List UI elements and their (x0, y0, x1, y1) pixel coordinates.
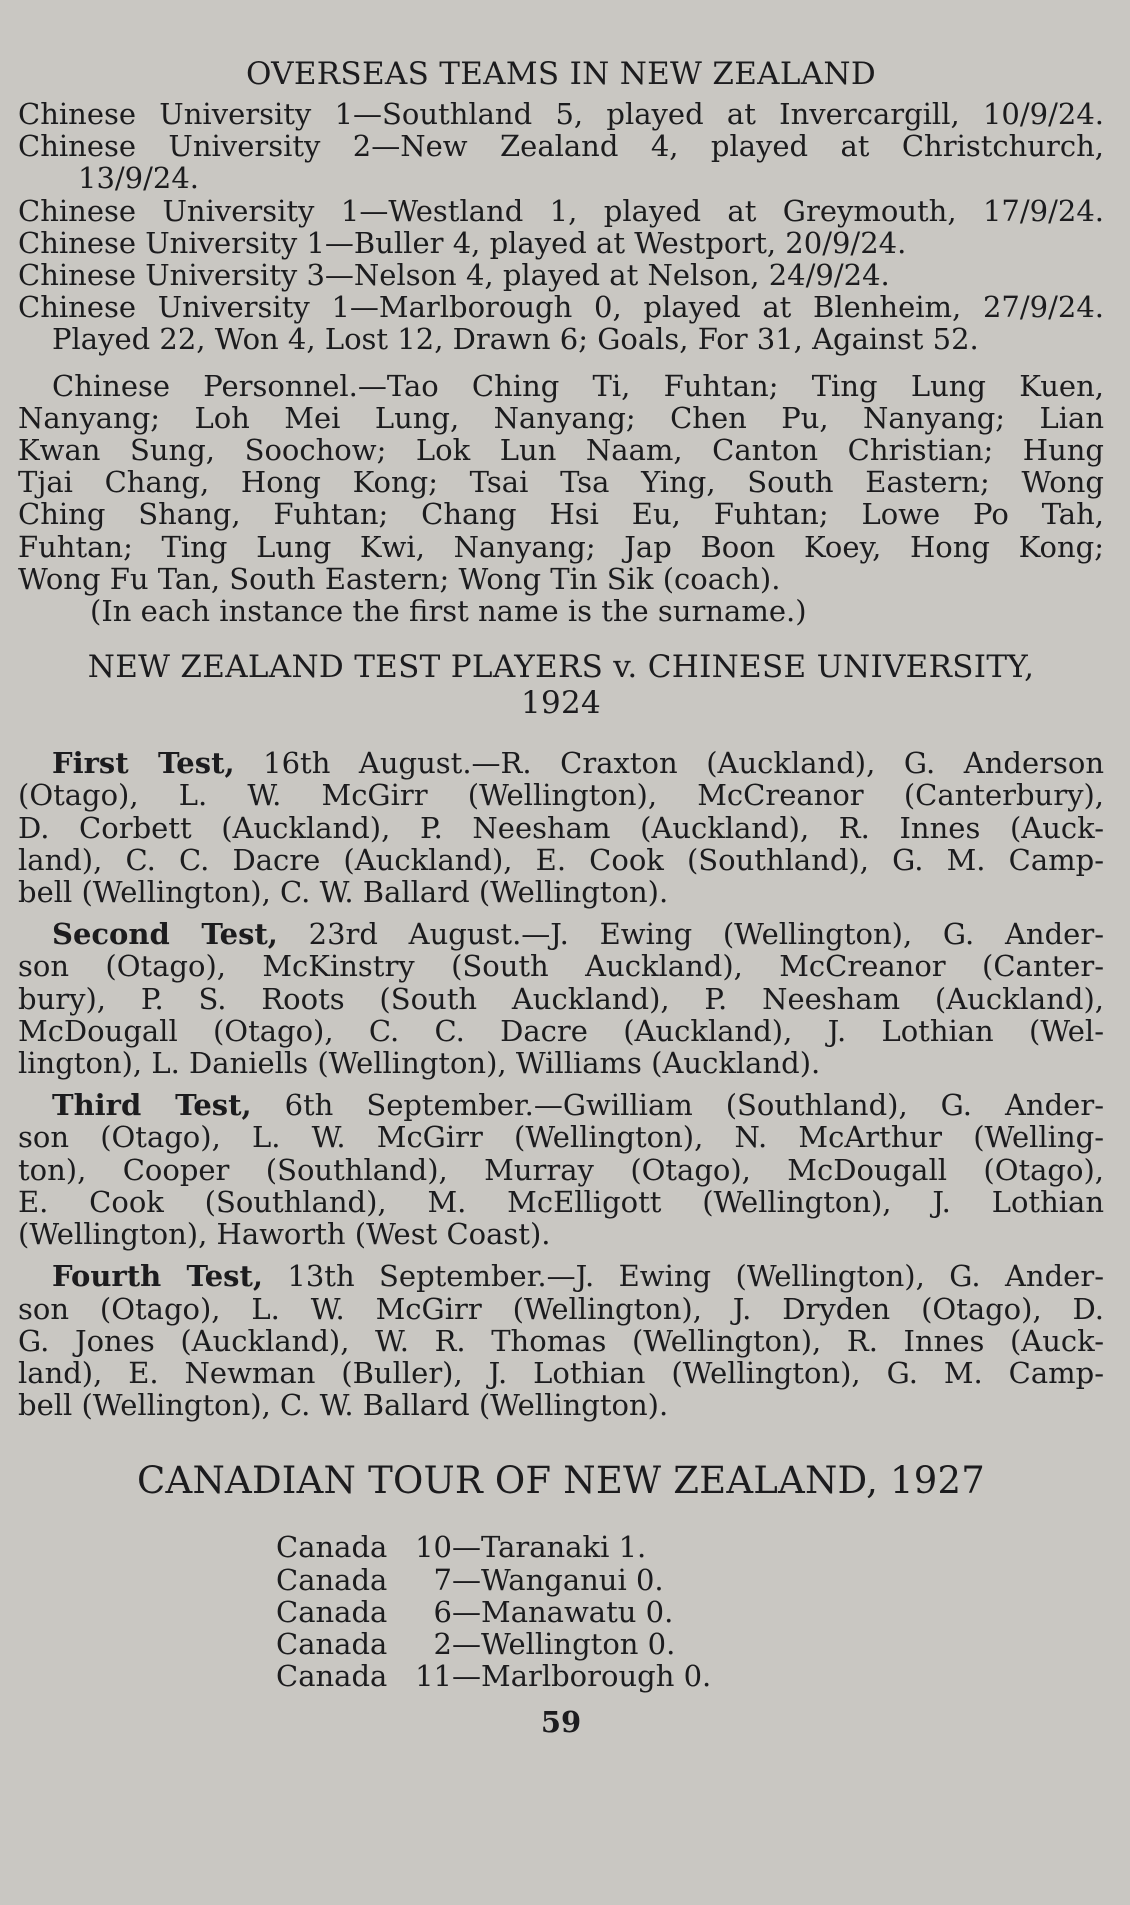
test-line-text: 16th August.—R. Craxton (Auckland), G. Anderson (234, 746, 1104, 781)
heading-year: 1924 (520, 685, 602, 722)
test-line: land), E. Newman (Buller), J. Lothian (Wellington), G. M. Camp- (18, 1355, 1104, 1390)
test-label: First Test, (52, 746, 235, 781)
test-line-text: 6th September.—Gwilliam (Southland), G. Ander- (251, 1088, 1104, 1123)
page-number: 59 (540, 1705, 582, 1740)
team-name: Canada (276, 1626, 388, 1661)
team-name: Canada (276, 1659, 388, 1694)
personnel-line: Nanyang; Loh Mei Lung, Nanyang; Chen Pu, Nanyang; Lian (18, 400, 1104, 435)
team-name: Canada (276, 1530, 388, 1565)
test-line: land), C. C. Dacre (Auckland), E. Cook (Southland), G. M. Camp- (18, 842, 1104, 877)
personnel-line: Tjai Chang, Hong Kong; Tsai Tsa Ying, South Eastern; Wong (18, 465, 1104, 500)
score-row (276, 1660, 1104, 1692)
result-line: Chinese University 1—Marlborough 0, played at Blenheim, 27/9/24. (18, 290, 1104, 325)
personnel-line: Wong Fu Tan, South Eastern; Wong Tin Sik (coach). (18, 561, 781, 596)
team-score: 7 (433, 1562, 452, 1597)
test-line: son (Otago), L. W. McGirr (Wellington), J. Dryden (Otago), D. (18, 1291, 1104, 1326)
test-line: bell (Wellington), C. W. Ballard (Wellington). (18, 1388, 669, 1423)
test-paragraph-second (18, 918, 1104, 1079)
test-line: (Otago), L. W. McGirr (Wellington), McCreanor (Canterbury), (18, 778, 1104, 813)
opponent-score: —Taranaki 1. (452, 1530, 647, 1565)
test-players-list (18, 747, 1104, 1421)
test-paragraph-third (18, 1089, 1104, 1250)
result-line: Chinese University 1—Buller 4, played at Westport, 20/9/24. (18, 225, 907, 260)
test-paragraph-fourth (18, 1260, 1104, 1421)
test-line: McDougall (Otago), C. C. Dacre (Auckland), J. Lothian (Wel- (18, 1013, 1104, 1048)
test-label: Third Test, (52, 1088, 252, 1123)
result-line: Chinese University 3—Nelson 4, played at Nelson, 24/9/24. (18, 258, 890, 293)
test-line: E. Cook (Southland), M. McElligott (Wellington), J. Lothian (18, 1184, 1104, 1219)
result-line: Chinese University 2—New Zealand 4, played at Christchurch, (18, 129, 1104, 164)
result-line: Chinese University 1—Westland 1, played at Greymouth, 17/9/24. (18, 193, 1104, 228)
section-heading-nz-test-players (18, 649, 1104, 721)
result-line: Chinese University 1—Southland 5, played at Invercargill, 10/9/24. (18, 97, 1104, 131)
test-line: son (Otago), L. W. McGirr (Wellington), N. McArthur (Welling- (18, 1120, 1104, 1155)
test-line: bell (Wellington), C. W. Ballard (Wellington). (18, 875, 669, 910)
personnel-line: Chinese Personnel.—Tao Ching Ti, Fuhtan; Ting Lung Kuen, (52, 368, 1104, 403)
team-score: 6 (433, 1594, 452, 1629)
heading-line: NEW ZEALAND TEST PLAYERS v. CHINESE UNIVERSITY, (87, 649, 1035, 686)
personnel-line: Ching Shang, Fuhtan; Chang Hsi Eu, Fuhtan; Lowe Po Tah, (18, 497, 1104, 532)
opponent-score: —Manawatu 0. (452, 1594, 674, 1629)
test-line: ton), Cooper (Southland), Murray (Otago), McDougall (Otago), (18, 1152, 1104, 1187)
result-line: 13/9/24. (78, 161, 200, 196)
score-row (276, 1596, 1104, 1628)
section-heading-overseas-teams: OVERSEAS TEAMS IN NEW ZEALAND (245, 56, 876, 92)
test-line: lington), L. Daniells (Wellington), Williams (Auckland). (18, 1046, 821, 1081)
personnel-line: Fuhtan; Ting Lung Kwi, Nanyang; Jap Boon Koey, Hong Kong; (18, 529, 1104, 564)
team-name: Canada (276, 1562, 388, 1597)
opponent-score: —Wellington 0. (452, 1626, 676, 1661)
section-heading-canadian-tour: CANADIAN TOUR OF NEW ZEALAND, 1927 (137, 1459, 985, 1503)
test-label: Second Test, (52, 917, 278, 952)
score-row (276, 1628, 1104, 1660)
test-line: D. Corbett (Auckland), P. Neesham (Auckland), R. Innes (Auck- (18, 810, 1104, 845)
test-line: G. Jones (Auckland), W. R. Thomas (Wellington), R. Innes (Auck- (18, 1323, 1104, 1358)
personnel-line: Kwan Sung, Soochow; Lok Lun Naam, Canton Christian; Hung (18, 433, 1104, 468)
test-line: son (Otago), McKinstry (South Auckland), McCreanor (Canter- (18, 949, 1104, 984)
test-line (18, 747, 1104, 779)
team-score: 11 (415, 1659, 452, 1694)
season-summary: Played 22, Won 4, Lost 12, Drawn 6; Goals, For 31, Against 52. (52, 322, 979, 357)
test-line (18, 1089, 1104, 1121)
test-label: Fourth Test, (52, 1259, 263, 1294)
test-line: (Wellington), Haworth (West Coast). (18, 1217, 551, 1252)
team-score: 2 (433, 1626, 452, 1661)
team-name: Canada (276, 1594, 388, 1629)
canadian-tour-results (18, 1531, 1104, 1692)
score-row (276, 1531, 1104, 1563)
chinese-personnel (18, 370, 1104, 628)
opponent-score: —Wanganui 0. (452, 1562, 664, 1597)
test-line (18, 918, 1104, 950)
chinese-university-results (18, 98, 1104, 356)
score-row (276, 1564, 1104, 1596)
test-line-text: 23rd August.—J. Ewing (Wellington), G. Ander- (277, 917, 1104, 952)
test-line-text: 13th September.—J. Ewing (Wellington), G. Ander- (263, 1259, 1104, 1294)
test-line (18, 1260, 1104, 1292)
team-score: 10 (415, 1530, 452, 1565)
opponent-score: —Marlborough 0. (452, 1659, 712, 1694)
test-line: bury), P. S. Roots (South Auckland), P. Neesham (Auckland), (18, 981, 1104, 1016)
test-paragraph-first (18, 747, 1104, 908)
surname-note: (In each instance the first name is the surname.) (90, 594, 807, 629)
